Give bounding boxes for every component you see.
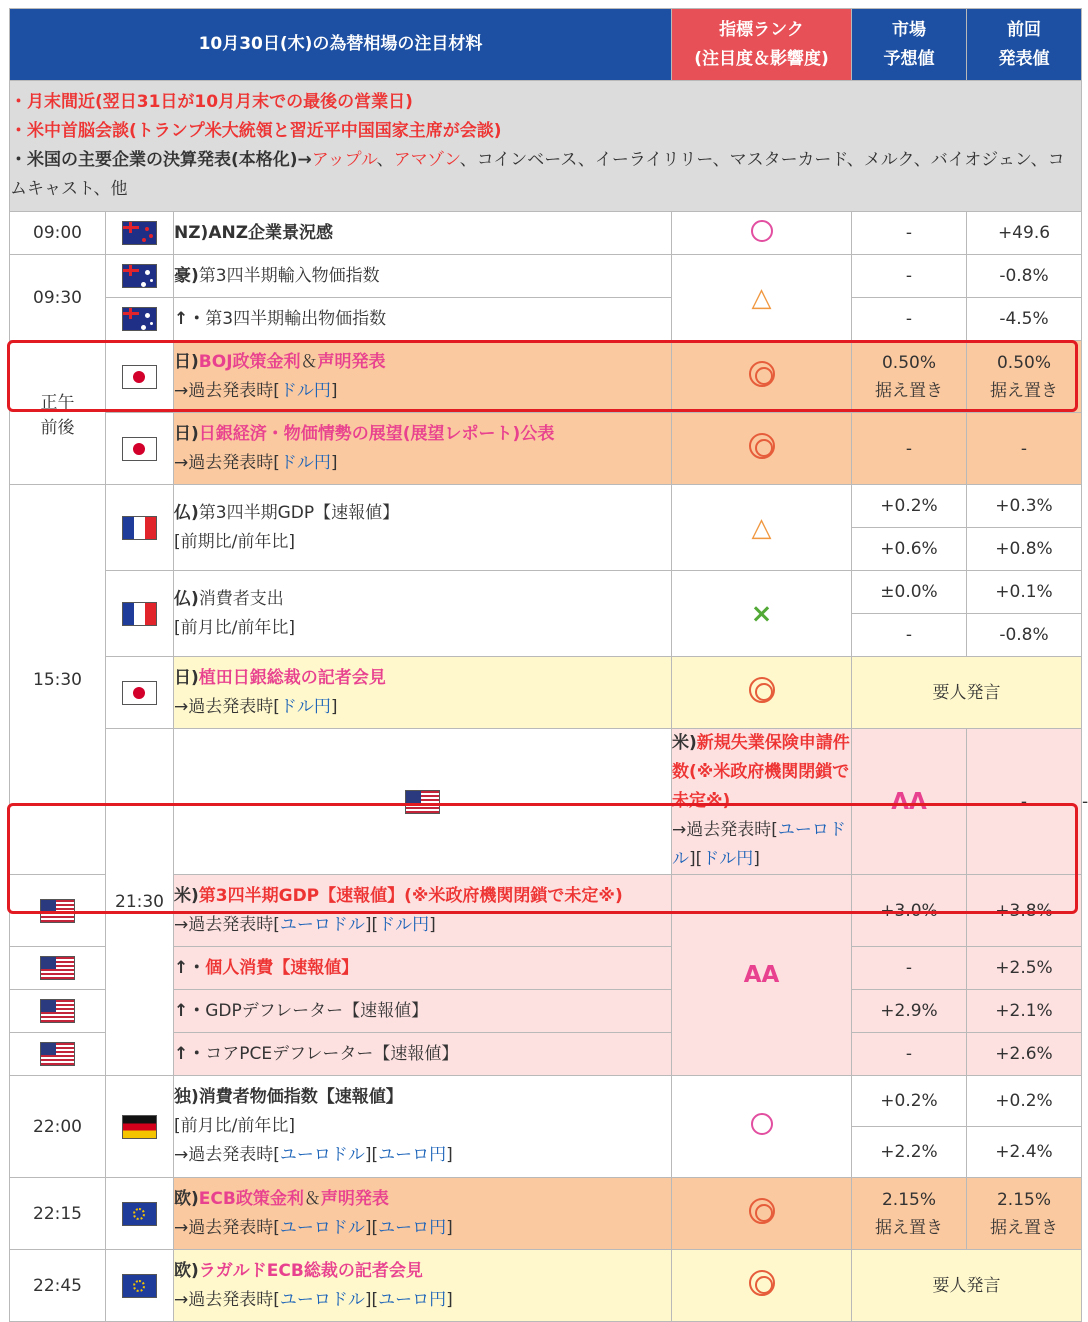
past-prefix: →過去発表時 (174, 1289, 274, 1310)
past-prefix: →過去発表時 (174, 1217, 274, 1238)
au-flag-icon (122, 307, 157, 331)
bracket: ] (446, 1145, 453, 1165)
event-country: 日) (174, 423, 199, 444)
event-title (174, 585, 671, 614)
event-country: 独) (174, 1087, 199, 1107)
event-cell (174, 1250, 672, 1322)
event-name: コアPCEデフレーター【速報値】 (205, 1043, 459, 1064)
de-flag-icon (122, 1115, 157, 1139)
rank-header-line2: (注目度＆影響度) (694, 48, 829, 69)
event-country: 仏) (174, 588, 199, 609)
event-country: 欧) (174, 1188, 199, 1209)
event-name: 植田日銀総裁の記者会見 (198, 667, 386, 688)
previous-cell (967, 341, 1082, 413)
previous-cell: +0.3% (967, 485, 1082, 528)
event-cell (174, 875, 672, 947)
forecast-value: 2.15% (881, 1189, 936, 1210)
event-name: 日銀経済・物価情勢の展望(展望レポート)公表 (198, 423, 555, 444)
event-sub: [前月比/前年比] (174, 617, 295, 638)
bracket: [ (371, 914, 379, 935)
nz-flag-icon (122, 221, 157, 245)
table-row (10, 298, 1082, 341)
flag-cell (10, 1033, 106, 1076)
event-cell (174, 1178, 672, 1250)
previous-cell: -0.8% (967, 614, 1082, 657)
usdjpy-link[interactable]: ドル円 (279, 696, 331, 717)
rank-cell (672, 255, 852, 341)
forecast-cell: +2.9% (852, 990, 967, 1033)
eurjpy-link[interactable]: ユーロ円 (378, 1145, 447, 1165)
table-row (10, 255, 1082, 298)
forecast-cell: +3.0% (852, 875, 967, 947)
previous-cell: -0.8% (967, 255, 1082, 298)
time-cell: 09:30 (10, 255, 106, 341)
eurusd-link[interactable]: ユーロドル (279, 1145, 365, 1165)
past-links (174, 449, 671, 478)
time-cell (10, 341, 106, 485)
double-circle-rank-icon (749, 677, 775, 703)
table-row (10, 341, 1082, 413)
forecast-note: 据え置き (875, 380, 943, 401)
forecast-cell: - (852, 1033, 967, 1076)
usdjpy-link[interactable]: ドル円 (279, 380, 331, 401)
rank-header (672, 9, 852, 81)
time-cell: 21:30 (106, 729, 174, 1076)
previous-cell: +0.2% (967, 1076, 1082, 1127)
event-name: GDPデフレーター【速報値】 (205, 1000, 429, 1021)
previous-cell (967, 1178, 1082, 1250)
event-title (174, 1257, 671, 1286)
eurusd-link[interactable]: ユーロドル (672, 820, 846, 869)
previous-cell: +0.1% (967, 571, 1082, 614)
flag-cell (106, 1076, 174, 1178)
event-name-2: 声明発表 (317, 351, 386, 372)
us-flag-icon (40, 999, 75, 1023)
bracket: [ (771, 820, 778, 840)
bracket: [ (273, 452, 280, 473)
forecast-cell (852, 341, 967, 413)
event-name-2: 声明発表 (320, 1188, 389, 1209)
bracket: ] (364, 1145, 372, 1165)
aa-rank-label: AA (743, 962, 780, 988)
forecast-cell: ±0.0% (852, 571, 967, 614)
note-sep: 、 (376, 150, 394, 170)
eurusd-link[interactable]: ユーロドル (279, 1289, 365, 1310)
flag-cell (10, 947, 106, 990)
flag-cell (174, 729, 672, 875)
table-row (10, 1076, 1082, 1127)
table-row (10, 1250, 1082, 1322)
double-circle-rank-icon (749, 361, 775, 387)
event-name: 消費者物価指数【速報値】 (198, 1087, 403, 1107)
time-cell: 22:15 (10, 1178, 106, 1250)
forecast-cell: - (967, 729, 1082, 875)
bracket: [ (273, 380, 280, 401)
forecast-header-line1: 市場 (892, 19, 926, 40)
event-country: 米) (672, 733, 697, 753)
note-earnings (10, 146, 1081, 204)
bracket: ] (364, 914, 372, 935)
forecast-value: 0.50% (881, 352, 936, 373)
eurusd-link[interactable]: ユーロドル (279, 1217, 365, 1238)
eurjpy-link[interactable]: ユーロ円 (378, 1217, 447, 1238)
rank-cell (852, 729, 967, 875)
jp-flag-icon (122, 437, 157, 461)
bracket: ] (446, 1217, 453, 1238)
eurusd-link[interactable]: ユーロドル (279, 914, 365, 935)
previous-header (967, 9, 1082, 81)
bracket: [ (371, 1145, 379, 1165)
flag-cell (106, 298, 174, 341)
previous-cell: +3.8% (967, 875, 1082, 947)
table-row (10, 413, 1082, 485)
table-row (10, 1178, 1082, 1250)
rank-cell (672, 413, 852, 485)
rank-cell (672, 875, 852, 1076)
aa-rank-label: AA (891, 788, 927, 815)
flag-cell (106, 341, 174, 413)
double-circle-rank-icon (749, 433, 775, 459)
event-country: 豪) (174, 265, 199, 286)
rank-cell (672, 212, 852, 255)
circle-rank-icon (751, 1113, 773, 1135)
time-cell: 09:00 (10, 212, 106, 255)
past-prefix: →過去発表時 (174, 914, 274, 935)
us-flag-icon (40, 899, 75, 923)
amp: ＆ (300, 351, 318, 372)
past-prefix: →過去発表時 (672, 820, 772, 840)
event-country: 欧) (174, 1260, 199, 1281)
event-cell (174, 571, 672, 657)
up-prefix: ↑・ (174, 308, 206, 329)
usdjpy-link[interactable]: ドル円 (702, 849, 754, 869)
table-row (10, 485, 1082, 528)
rank-cell (672, 485, 852, 571)
past-prefix: →過去発表時 (174, 452, 274, 473)
time-cell: 22:45 (10, 1250, 106, 1322)
event-name: 第3四半期GDP【速報値】(※米政府機関閉鎖で未定※) (198, 885, 623, 906)
up-prefix: ↑・ (174, 957, 206, 978)
previous-cell: +0.8% (967, 528, 1082, 571)
bracket: ] (330, 696, 338, 717)
time-cell: 22:00 (10, 1076, 106, 1178)
past-links (174, 1286, 671, 1315)
us-flag-icon (405, 790, 440, 814)
event-title (174, 882, 671, 911)
event-title (174, 348, 671, 377)
note-earnings-prefix: ・米国の主要企業の決算発表(本格化)→ (10, 150, 312, 170)
past-prefix: →過去発表時 (174, 1145, 274, 1165)
bracket: ] (429, 914, 436, 935)
forecast-cell: - (852, 413, 967, 485)
event-cell (174, 341, 672, 413)
previous-cell: +2.5% (967, 947, 1082, 990)
bracket: ] (753, 849, 760, 869)
table-row (10, 212, 1082, 255)
us-flag-icon (40, 956, 75, 980)
forecast-cell: - (852, 212, 967, 255)
au-flag-icon (122, 264, 157, 288)
note-apple: アップル (311, 150, 377, 170)
flag-cell (106, 255, 174, 298)
event-cell (174, 947, 672, 990)
bracket: [ (695, 849, 703, 869)
flag-cell (106, 571, 174, 657)
note-earnings-rest: 、コインベース、イーライリリー、マスターカード、メルク、バイオジェン、コムキャスト、他 (10, 150, 1065, 199)
event-sub: [前月比/前年比] (174, 1116, 295, 1136)
circle-rank-icon (751, 220, 773, 242)
forecast-cell: - (852, 255, 967, 298)
event-sub: [前期比/前年比] (174, 531, 295, 552)
forecast-cell: +2.2% (852, 1127, 967, 1178)
event-cell (174, 657, 672, 729)
event-cell (174, 990, 672, 1033)
previous-value: 2.15% (996, 1189, 1051, 1210)
note-month-end: ・月末間近(翌日31日が10月月末での最後の営業日) (10, 92, 413, 112)
past-links (174, 911, 671, 940)
rank-cell (672, 1178, 852, 1250)
jp-flag-icon (122, 681, 157, 705)
rank-cell (672, 341, 852, 413)
forecast-cell: - (852, 298, 967, 341)
event-name: 第3四半期輸出物価指数 (205, 308, 387, 329)
event-cell (174, 413, 672, 485)
bracket: [ (371, 1289, 379, 1310)
previous-cell: -4.5% (967, 298, 1082, 341)
flag-cell (10, 875, 106, 947)
bracket: ] (446, 1289, 453, 1310)
usdjpy-link[interactable]: ドル円 (279, 452, 331, 473)
forecast-cell: +0.2% (852, 485, 967, 528)
event-name: 消費者支出 (198, 588, 284, 609)
event-title (174, 664, 671, 693)
up-prefix: ↑・ (174, 1000, 206, 1021)
event-title (174, 1185, 671, 1214)
up-prefix: ↑・ (174, 1043, 206, 1064)
rank-header-line1: 指標ランク (719, 19, 804, 40)
event-cell (174, 212, 672, 255)
previous-cell: - (967, 413, 1082, 485)
event-country: 米) (174, 885, 199, 906)
event-title (174, 1083, 671, 1112)
event-title (672, 729, 851, 816)
event-cell (174, 255, 672, 298)
notes-row (10, 81, 1082, 212)
flag-cell (10, 990, 106, 1033)
event-name: ANZ企業景況感 (208, 222, 334, 243)
event-name: BOJ政策金利 (198, 351, 301, 372)
calendar-table (9, 8, 1088, 1322)
usdjpy-link[interactable]: ドル円 (378, 914, 430, 935)
forecast-cell (852, 1178, 967, 1250)
bracket: [ (273, 1145, 280, 1165)
triangle-rank-icon: △ (751, 282, 772, 313)
forecast-note: 据え置き (875, 1217, 943, 1238)
time-line2: 前後 (40, 417, 75, 438)
eurjpy-link[interactable]: ユーロ円 (378, 1289, 447, 1310)
past-prefix: →過去発表時 (174, 380, 274, 401)
past-links (174, 377, 671, 406)
past-links (174, 693, 671, 722)
speech-cell: 要人発言 (852, 657, 1082, 729)
jp-flag-icon (122, 365, 157, 389)
header-row (10, 9, 1082, 81)
note-amazon: アマゾン (393, 150, 460, 170)
rank-cell (672, 1076, 852, 1178)
table-row (10, 571, 1082, 614)
past-links (174, 1141, 671, 1170)
bracket: [ (273, 1289, 280, 1310)
bracket: [ (273, 696, 280, 717)
previous-header-line2: 発表値 (998, 48, 1050, 69)
bracket: ] (364, 1289, 372, 1310)
forecast-cell: +0.2% (852, 1076, 967, 1127)
event-name: 新規失業保険申請件数(※米政府機関閉鎖で未定※) (672, 733, 850, 811)
forecast-header (852, 9, 967, 81)
past-links (672, 816, 851, 874)
cross-rank-icon: × (750, 598, 773, 629)
event-name: 第3四半期輸入物価指数 (198, 265, 380, 286)
previous-value: 0.50% (996, 352, 1051, 373)
event-cell (174, 298, 672, 341)
fr-flag-icon (122, 602, 157, 626)
triangle-rank-icon: △ (751, 512, 772, 543)
eu-flag-icon (122, 1274, 157, 1298)
page-title: 10月30日(木)の為替相場の注目材料 (10, 9, 672, 81)
table-row: 21:30 米)新規失業保険申請件数(※米政府機関閉鎖で未定※) →過去発表時[ユーロドル][ドル円] AA - - (10, 729, 1082, 875)
event-name: 第3四半期GDP【速報値】 (198, 502, 400, 523)
past-prefix: →過去発表時 (174, 696, 274, 717)
bracket: [ (273, 1217, 280, 1238)
bracket: ] (689, 849, 696, 869)
event-country: NZ) (174, 222, 209, 243)
event-title (174, 420, 671, 449)
speech-cell: 要人発言 (852, 1250, 1082, 1322)
bracket: ] (330, 452, 338, 473)
double-circle-rank-icon (749, 1270, 775, 1296)
event-cell (174, 485, 672, 571)
previous-cell: +49.6 (967, 212, 1082, 255)
event-name: ラガルドECB総裁の記者会見 (198, 1260, 423, 1281)
event-name: 個人消費【速報値】 (205, 957, 359, 978)
previous-cell: +2.6% (967, 1033, 1082, 1076)
previous-cell: +2.1% (967, 990, 1082, 1033)
past-links (174, 1214, 671, 1243)
forecast-header-line2: 予想値 (883, 48, 935, 69)
forecast-cell: +0.6% (852, 528, 967, 571)
event-country: 日) (174, 351, 199, 372)
forecast-cell: - (852, 947, 967, 990)
bracket: [ (273, 914, 280, 935)
notes-box (10, 81, 1082, 212)
event-country: 日) (174, 667, 199, 688)
flag-cell (106, 657, 174, 729)
event-cell (174, 1076, 672, 1178)
flag-cell (106, 212, 174, 255)
previous-note: 据え置き (990, 1217, 1058, 1238)
bracket: ] (364, 1217, 372, 1238)
event-cell (174, 1033, 672, 1076)
flag-cell (106, 413, 174, 485)
eu-flag-icon (122, 1202, 157, 1226)
flag-cell (106, 485, 174, 571)
time-line1: 正午 (40, 392, 75, 413)
bracket: [ (371, 1217, 379, 1238)
time-cell: 15:30 (10, 485, 106, 875)
rank-cell (672, 657, 852, 729)
forecast-cell: - (852, 614, 967, 657)
previous-note: 据え置き (990, 380, 1058, 401)
bracket: ] (330, 380, 338, 401)
event-cell (672, 729, 852, 875)
flag-cell (106, 1250, 174, 1322)
previous-header-line1: 前回 (1007, 19, 1041, 40)
table-row (10, 657, 1082, 729)
event-name: ECB政策金利 (198, 1188, 304, 1209)
rank-cell (672, 1250, 852, 1322)
amp: ＆ (303, 1188, 321, 1209)
flag-cell (106, 1178, 174, 1250)
note-summit: ・米中首脳会談(トランプ米大統領と習近平中国国家主席が会談) (10, 121, 502, 141)
us-flag-icon (40, 1042, 75, 1066)
fr-flag-icon (122, 516, 157, 540)
double-circle-rank-icon (749, 1198, 775, 1224)
rank-cell (672, 571, 852, 657)
event-title (174, 499, 671, 528)
event-country: 仏) (174, 502, 199, 523)
previous-cell: +2.4% (967, 1127, 1082, 1178)
